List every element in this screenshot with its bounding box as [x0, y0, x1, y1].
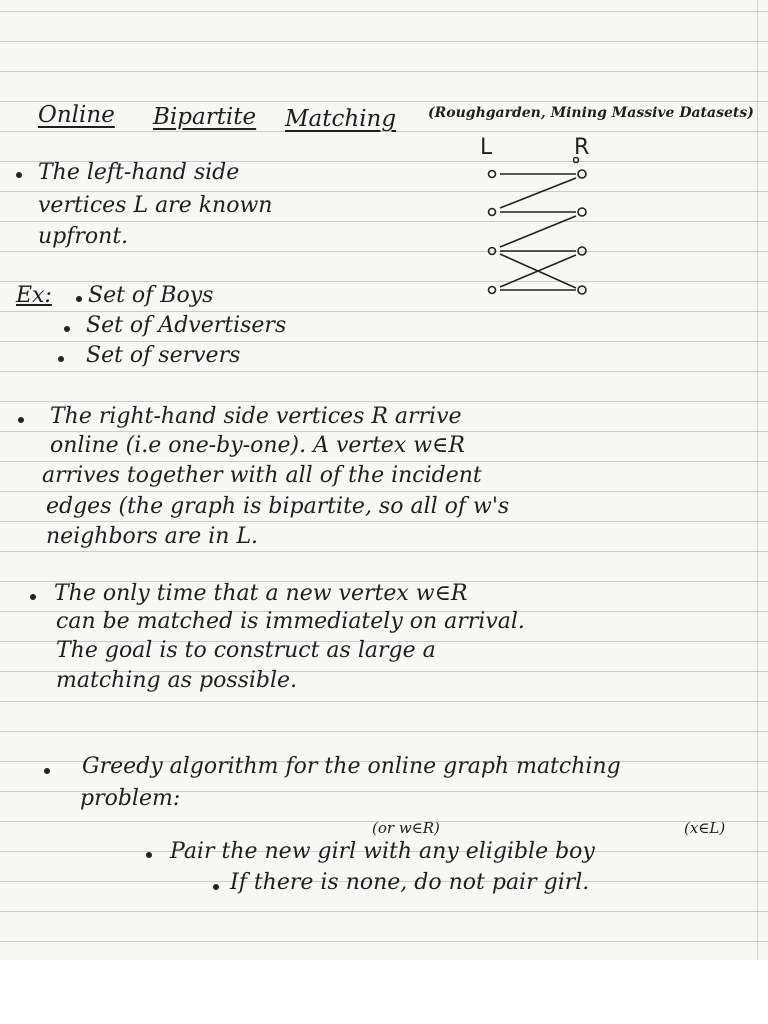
- section4-line2: problem:: [80, 786, 181, 811]
- section2-line1: The right-hand side vertices R arrive: [50, 404, 462, 429]
- section1-line1: The left-hand side: [38, 160, 240, 185]
- graph-label-right: R: [574, 135, 590, 160]
- edge-3-2: [500, 216, 576, 247]
- title-word-bipartite: Bipartite: [153, 104, 257, 130]
- right-vertex-top: [574, 158, 579, 163]
- section4-note-x: (x∈L): [684, 819, 726, 837]
- section1-line3: upfront.: [38, 224, 129, 249]
- section1-line2: vertices L are known: [38, 193, 273, 218]
- section4-step2: If there is none, do not pair girl.: [230, 870, 590, 895]
- section4-step1: Pair the new girl with any eligible boy: [170, 839, 595, 864]
- right-vertex-4: [578, 286, 586, 294]
- left-vertex-2: [489, 209, 496, 216]
- bullet-dot: [18, 417, 24, 423]
- section2-line3: arrives together with all of the incident: [42, 463, 482, 488]
- bullet-dot: [44, 768, 50, 774]
- title-word-matching: Matching: [285, 106, 397, 132]
- bullet-dot: [16, 172, 22, 178]
- left-vertex-4: [489, 287, 496, 294]
- example-item-3: Set of servers: [86, 343, 241, 368]
- left-vertex-3: [489, 248, 496, 255]
- section2-line2: online (i.e one-by-one). A vertex w∈R: [50, 433, 465, 458]
- edge-2-1: [500, 178, 576, 208]
- left-vertex-1: [489, 171, 496, 178]
- right-vertex-2: [578, 208, 586, 216]
- bullet-dot: [146, 852, 152, 858]
- margin-line: [757, 0, 758, 960]
- title-word-online: Online: [38, 102, 115, 128]
- section3-line4: matching as possible.: [56, 668, 298, 693]
- right-vertex-3: [578, 247, 586, 255]
- section3-line3: The goal is to construct as large a: [56, 638, 436, 663]
- examples-label-wrap: [16, 283, 52, 309]
- title-word-matching-wrap: [285, 106, 396, 132]
- page-title: [38, 102, 115, 128]
- bipartite-graph-sketch: [478, 130, 618, 310]
- bullet-dot: [30, 594, 36, 600]
- example-item-1: Set of Boys: [88, 283, 214, 308]
- bullet-dot: [213, 884, 219, 890]
- bullet-dot: [64, 326, 70, 332]
- section3-line1: The only time that a new vertex w∈R: [54, 581, 468, 606]
- title-citation: (Roughgarden, Mining Massive Datasets): [428, 105, 754, 121]
- example-item-2: Set of Advertisers: [86, 313, 287, 338]
- bullet-dot: [58, 356, 64, 362]
- section4-line1: Greedy algorithm for the online graph matching: [82, 754, 621, 779]
- title-word-bipartite-wrap: [153, 104, 256, 130]
- bullet-dot: [76, 296, 82, 302]
- section2-line5: neighbors are in L.: [46, 524, 259, 549]
- examples-label: Ex:: [16, 283, 52, 308]
- graph-label-left: L: [480, 135, 493, 160]
- section3-line2: can be matched is immediately on arrival.: [56, 609, 525, 634]
- section2-line4: edges (the graph is bipartite, so all of w's: [46, 494, 510, 519]
- section4-note-w: (or w∈R): [372, 819, 440, 837]
- right-vertex-1: [578, 170, 586, 178]
